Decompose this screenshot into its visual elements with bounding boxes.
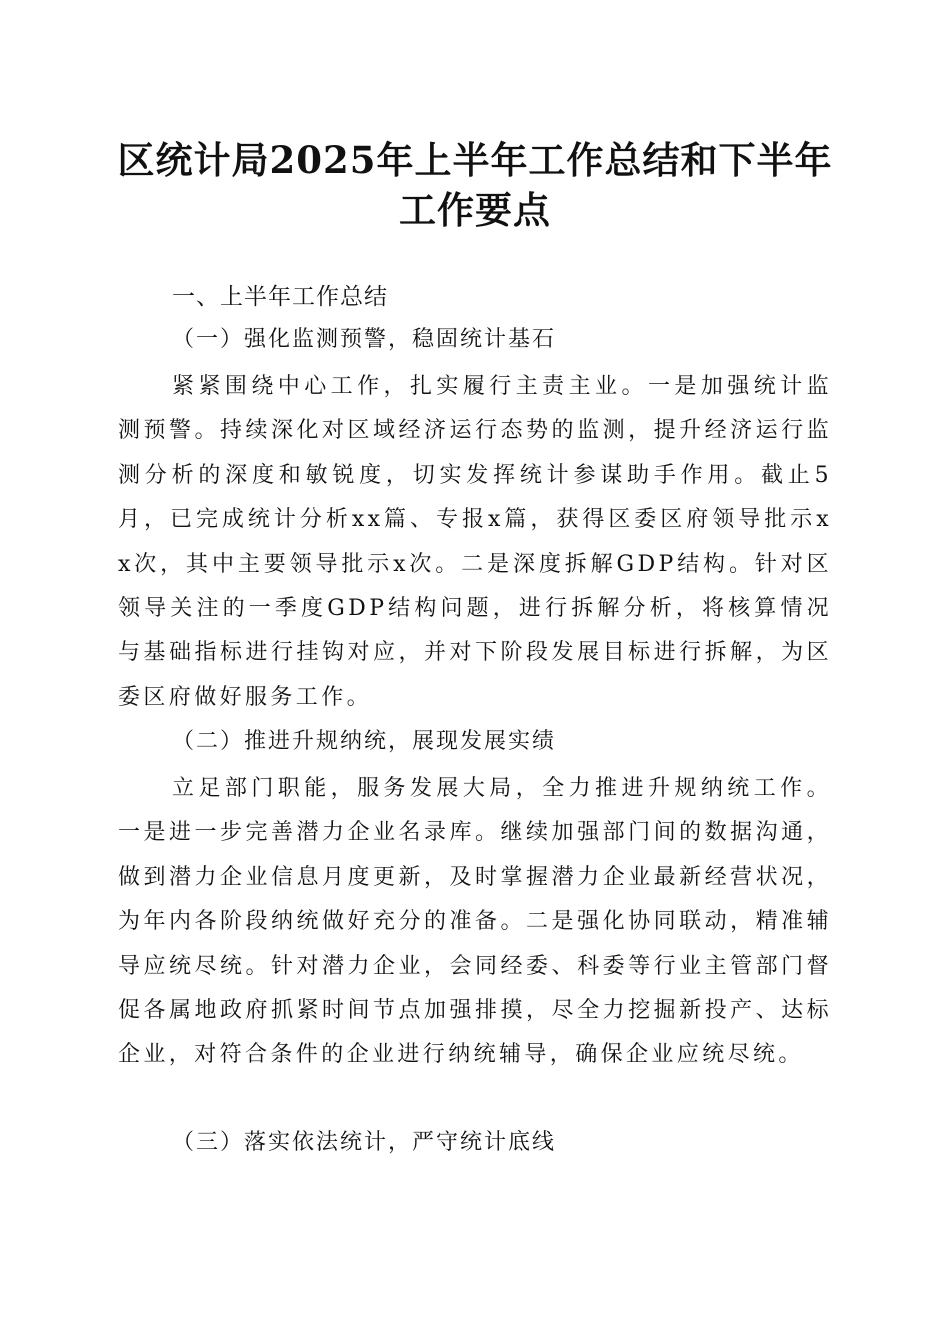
subsection-heading-1: （一）强化监测预警，稳固统计基石 [172, 327, 557, 352]
subsection-heading-3: （三）落实依法统计，严守统计底线 [172, 1130, 557, 1155]
paragraph-2: 立足部门职能，服务发展大局，全力推进升规纳统工作。一是进一步完善潜力企业名录库。继续加强部门间的数据沟通，做到潜力企业信息月度更新，及时掌握潜力企业最新经营状况，为年内各阶段纳统做好充分的准备。二是强化协同联动，精准辅导应统尽统。针对潜力企业，会同经委、科委等行业主管部门督促各属地政府抓紧时间节点加强排摸，尽全力挖掘新投产、达标企业，对符合条件的企业进行纳统辅导，确保企业应统尽统。 [118, 776, 832, 1068]
section-heading-1: 一、上半年工作总结 [172, 284, 388, 310]
paragraph-1: 紧紧围绕中心工作，扎实履行主责主业。一是加强统计监测预警。持续深化对区域经济运行态势的监测，提升经济运行监测分析的深度和敏锐度，切实发挥统计参谋助手作用。截止5月，已完成统计分析xx篇、专报x篇，获得区委区府领导批示xx次，其中主要领导批示x次。二是深度拆解GDP结构。针对区领导关注的一季度GDP结构问题，进行拆解分析，将核算情况与基础指标进行挂钩对应，并对下阶段发展目标进行拆解，为区委区府做好服务工作。 [118, 374, 832, 710]
subsection-heading-2: （二）推进升规纳统，展现发展实绩 [172, 729, 557, 754]
document-title: 区统计局2025年上半年工作总结和下半年工作要点 [117, 138, 833, 232]
